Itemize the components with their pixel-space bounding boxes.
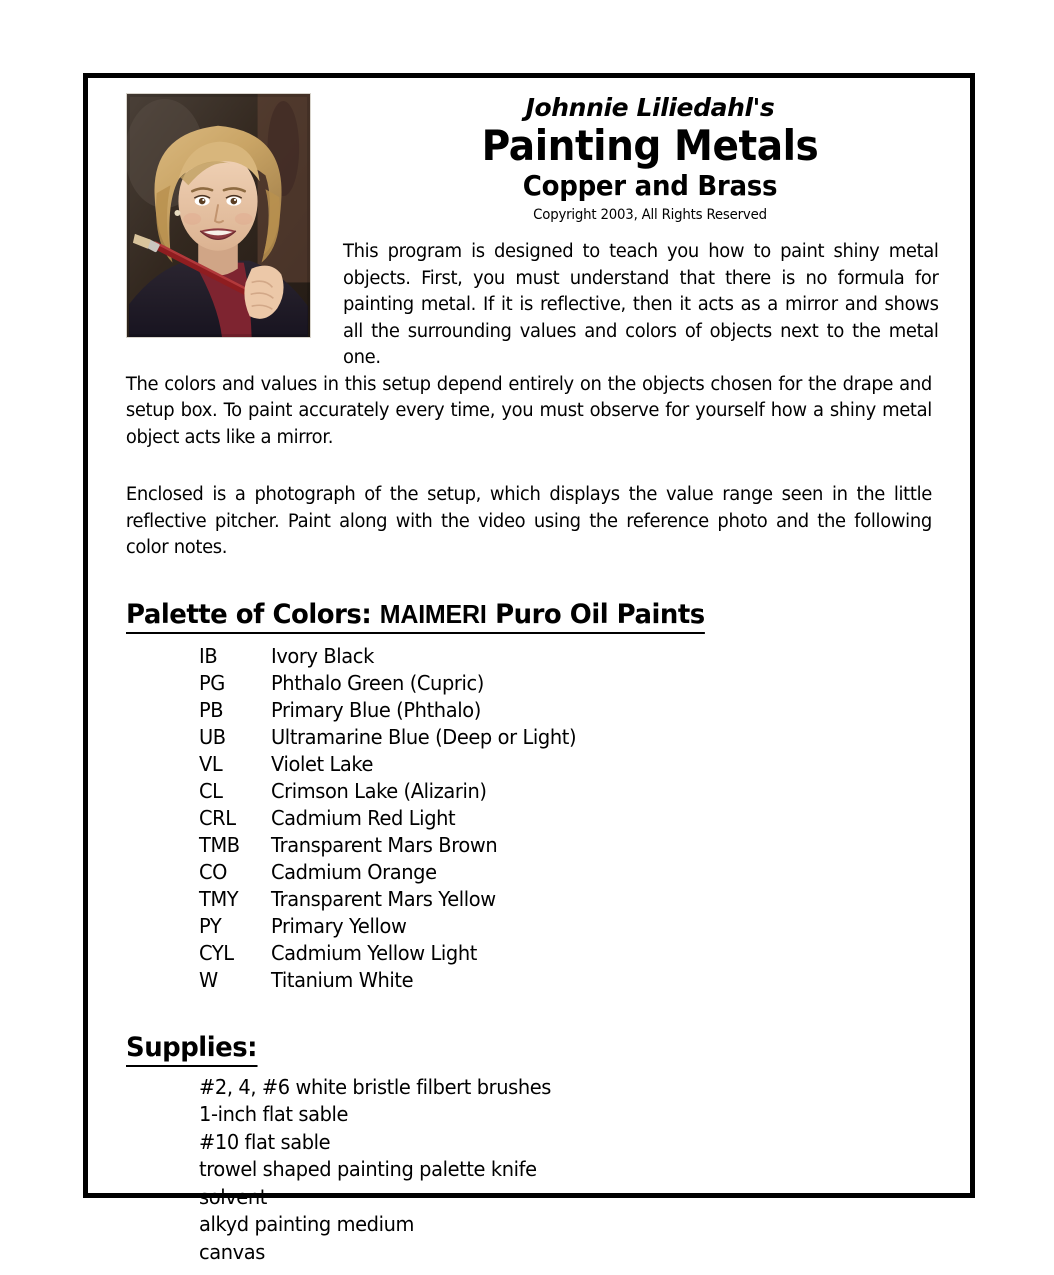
- color-abbreviation: UB: [199, 724, 226, 749]
- list-item: [121, 724, 957, 751]
- color-abbreviation: TMY: [199, 886, 239, 911]
- color-name: Cadmium Yellow Light: [271, 940, 477, 965]
- list-item: [121, 967, 957, 994]
- color-name: Cadmium Red Light: [271, 805, 456, 830]
- document-frame: [83, 73, 975, 1264]
- color-name: Transparent Mars Brown: [271, 832, 498, 857]
- list-item: alkyd painting medium: [199, 1212, 415, 1237]
- list-item: [121, 670, 957, 697]
- color-name: Phthalo Green (Cupric): [271, 670, 484, 695]
- color-abbreviation: CYL: [199, 940, 234, 965]
- document-header: [121, 88, 957, 372]
- list-item: [121, 751, 957, 778]
- color-abbreviation: PG: [199, 670, 225, 695]
- list-item: [121, 913, 957, 940]
- color-name: Crimson Lake (Alizarin): [271, 778, 487, 803]
- title-block: [343, 88, 957, 223]
- page-title: Painting Metals: [481, 121, 819, 170]
- list-item: [121, 643, 957, 670]
- intro-paragraph-1: This program is designed to teach you how to paint shiny metal objects. First, you must understand that there is no formula for painting metal. If it is reflective, then it acts as a mirror and shows all the surrounding values and colors of objects next to the metal one.: [343, 241, 939, 369]
- supplies-item-list: [121, 1074, 957, 1267]
- artist-portrait-photo: [126, 93, 311, 338]
- color-abbreviation: W: [199, 967, 218, 992]
- palette-section: [121, 599, 957, 994]
- color-abbreviation: CRL: [199, 805, 236, 830]
- color-name: Transparent Mars Yellow: [271, 886, 496, 911]
- color-name: Ultramarine Blue (Deep or Light): [271, 724, 577, 749]
- color-name: Cadmium Orange: [271, 859, 437, 884]
- color-abbreviation: IB: [199, 643, 218, 668]
- list-item: [121, 886, 957, 913]
- color-name: Violet Lake: [271, 751, 374, 776]
- palette-heading-suffix: Puro Oil Paints: [486, 598, 705, 630]
- list-item: [121, 805, 957, 832]
- page-subtitle: Copper and Brass: [522, 168, 778, 202]
- list-item: solvent: [199, 1184, 267, 1209]
- intro-paragraph-beside-photo: [343, 239, 957, 372]
- list-item: [121, 697, 957, 724]
- list-item: trowel shaped painting palette knife: [199, 1157, 537, 1182]
- list-item: #10 flat sable: [199, 1129, 331, 1154]
- color-abbreviation: PY: [199, 913, 222, 938]
- list-item: [121, 859, 957, 886]
- color-name: Primary Blue (Phthalo): [271, 697, 481, 722]
- portrait-illustration: [127, 94, 310, 337]
- list-item: [121, 832, 957, 859]
- supplies-heading-text: Supplies:: [126, 1032, 257, 1067]
- color-abbreviation: TMB: [199, 832, 240, 857]
- copyright-notice: Copyright 2003, All Rights Reserved: [533, 207, 767, 224]
- color-abbreviation: CO: [199, 859, 228, 884]
- list-item: canvas: [199, 1239, 266, 1264]
- supplies-section: [121, 1032, 957, 1267]
- color-name: Titanium White: [271, 967, 414, 992]
- list-item: [121, 778, 957, 805]
- color-name: Primary Yellow: [271, 913, 407, 938]
- intro-paragraph-1-continued: The colors and values in this setup depend entirely on the objects chosen for the drape and setup box. To paint accurately every time, you must observe for yourself how a shiny metal object acts like a mirror.: [125, 373, 932, 448]
- palette-brand-name: MAIMERI: [379, 598, 487, 629]
- list-item: #2, 4, #6 white bristle filbert brushes: [199, 1074, 552, 1099]
- color-abbreviation: VL: [199, 751, 223, 776]
- list-item: 1-inch flat sable: [199, 1102, 349, 1127]
- intro-paragraph-2: Enclosed is a photograph of the setup, which displays the value range seen in the little reflective pitcher. Paint along with the video using the reference photo and the following color notes.: [125, 484, 932, 559]
- color-abbreviation: CL: [199, 778, 223, 803]
- palette-heading: [121, 599, 957, 634]
- color-name: Ivory Black: [271, 643, 374, 668]
- supplies-heading: [121, 1032, 957, 1067]
- list-item: [121, 940, 957, 967]
- palette-color-list: [121, 643, 957, 994]
- byline: Johnnie Liliedahl's: [525, 93, 775, 122]
- palette-heading-prefix: Palette of Colors:: [126, 598, 380, 630]
- document-body: [88, 78, 970, 1264]
- color-abbreviation: PB: [199, 697, 224, 722]
